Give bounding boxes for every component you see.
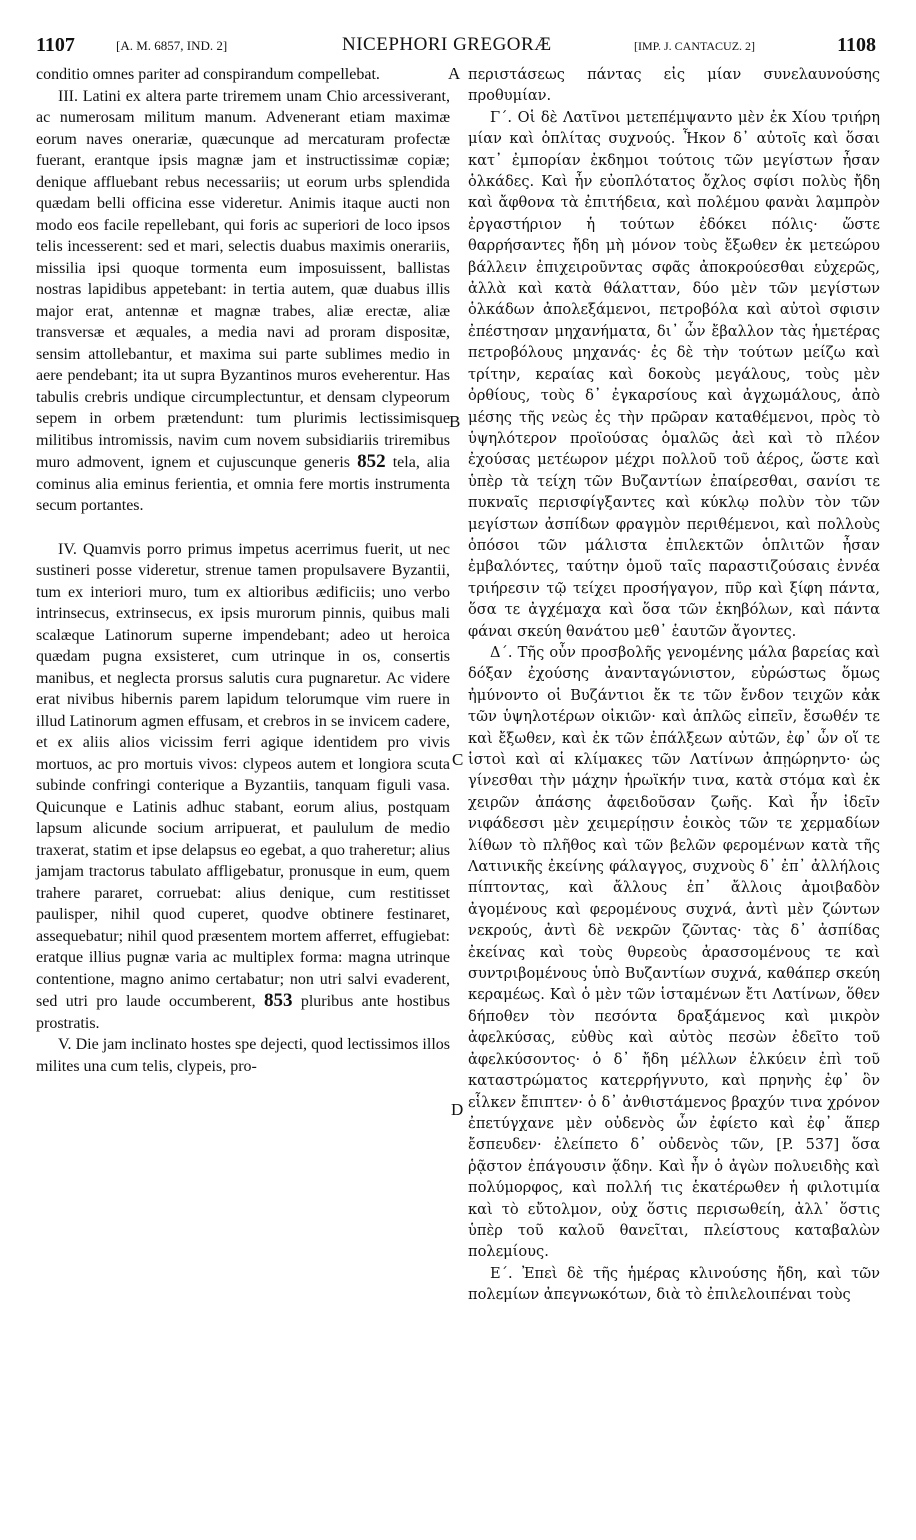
latin-paragraph-continuation: conditio omnes pariter ad conspirandum compellebat. [36,66,380,83]
greek-paragraph-3: Γ΄. Οἱ δὲ Λατῖνοι μετεπέμψαντο μὲν ἐκ Χίου τριήρη μίαν καὶ ὁπλίτας συχνούς. Ἧκον δ᾿ αὐτοῖς καὶ ὅσαι κατ᾿ ἐμπορίαν ἐκδημοι τούτοις τῶν μεγίστων ἦσαν ὁλκάδες. Καὶ ἦν εὐοπλότατος ὄχλος σφίσι πολὺς ἤδη καὶ ἄφθονα τὰ ἐπιτήδεια, καὶ πολέμου φανὰι λαμπρὸν ἐργαστήριον ἡ τούτων ἐδόκει πόλις· ὥστε θαρρήσαντες ἤδη μὴ μόνον τοὺς ἔξωθεν ἐκ μετεώρου βάλλειν ἐπιχειροῦντας σφᾶς ἀποκρούεσθαι εὐχερῶς, ἀλλὰ καὶ κατὰ θάλατταν, δύο μὲν τῶν μεγίστων ὁλκάδων ἀπολεξάμενοι, πετροβόλα καὶ αὐτοὶ σφισιν ἐπέστησαν μηχανήματα, δι᾿ ὧν ἔβαλλον τὰς ἡμετέρας πετροβόλους μηχανάς· ἐς δὲ τὴν τούτων μείζω καὶ τρίτην, κεραίας καὶ δοκοὺς μεγάλους, τοὺς μὲν ὀρθίους, τοὺς δ᾿ ἐγκαρσίους καὶ ἀγχωμάλους, ἀπὸ μέσης τῆς νεὼς ἐς τὴν πρῶραν καταθέμενοι, πρὸς τὸ ὑψηλότερον προϊούσας ὁμαλῶς ἀεὶ καὶ τὸ πλέον ἐχούσας μετέωρον μέχρι πολλοῦ τοῦ ἀέρος, ὥστε καὶ ὑπὲρ τὰ τείχη τῶν Βυζαντίων ἐπαίρεσθαι, σανίσι τε πυκναῖς περισφίγξαντες καὶ κύκλῳ πολὺν τὸν τῶν μεγίστων ἀσπίδων φραγμὸν περιθέμενοι, καὶ πολλοὺς ὁπόσοι τῶν μάλιστα ἐπιλεκτῶν ὁπλιτῶν ἦσαν ἐμβαλόντες, ταύτην ὁμοῦ ταῖς παραστιζούσαις ἐννέα τριήρεσιν τῷ τείχει προσήγαγον, πῦρ καὶ ξίφη πάντα, ὅσα τε ἀγχέμαχα καὶ ὅσα τῶν ἐκηβόλων, καὶ πάντα φάναι σκεύη θανάτου μεθ᾿ ἑαυτῶν ἄγοντες. [468,108,880,640]
latin-paragraph-5: V. Die jam inclinato hostes spe dejecti, quod lectissimos illos milites una cum telis, clypeis, pro- [36,1036,450,1075]
latin-paragraph-3 [36,86,450,517]
section-gap [36,517,450,539]
greek-column [468,64,880,1306]
latin-column [36,64,450,1077]
right-reign-note: [IMP. J. CANTACUZ. 2] [634,39,756,53]
greek-paragraph-continuation: περιστάσεως πάντας εἰς μίαν συνελαυνούσης προθυμίαν. [468,66,880,105]
left-column-number: 1107 [36,34,75,56]
margin-letter-d: D [451,1100,464,1119]
latin-paragraph-4 [36,539,450,1035]
latin-paragraph-4-text: IV. Quamvis porro primus impetus acerrimus fuerit, ut nec sustineri posse videretur, strenue tamen propulsavere Byzantii, tum ex interiori muro, tum ex altioribus ædificiis; uno verbo intrinsecus, extrinsecus, ex ipsis murorum pinnis, quibus mali scalæque Latinorum superne impendebant; adeo ut heroica quædam pugna exsisteret, cum utrinque in os, consertis manibus, et neglecta prorsus salutis cura pugnaretur. Ac videre erat nivibus hibernis parem lapidum telorumque vim ruere in illud Latinorum agmen effusam, et crebros in se invicem cadere, et ex aliis alios vicissim ferri agique identidem pro vivis mortuos, ac pro mortuis vivos: clypeos autem et longiora scuta subinde confringi conterique a Byzantiis, tanquam figuli vasa. Quicunque e Latinis adhuc stabant, eorum alius, postquam lapsum alicunde socium arripuerat, et paululum de medio traxerat, statim et ipse delapsus eo egebat, a quo traheretur; alius jamjam tractorus tabulato affligebatur, pronusque in eum, quem trahere pararet, corruebat: alius denique, cum restitisset paulisper, nihil quod cuperet, quodve obtinere festinaret, assequebatur; nihil quod præsentem mortem afferret, effugiebat: eratque illius pugnæ varia ac multiplex forma: magna utrinque contentione, magno animo certabatur; non utri salvi evaderent, sed utri pro laude occumberent, [36,540,450,1010]
right-column-number: 1108 [837,34,876,56]
left-date-note: [A. M. 6857, IND. 2] [116,38,228,53]
print-page-number: 852 [357,451,386,472]
running-header [36,30,876,62]
latin-paragraph-3-text: III. Latini ex altera parte triremem unam Chio arcessiverant, ac numerosam militum manum. Advenerant etiam maximæ eorum naves onerariæ, quæcunque ad mercaturam profectæ fuerant, erantque ipsis magnæ jam et instructissimæ copiæ; denique affluebant rebus necessariis; ut eorum urbs splendida quædam belli officina esse videretur. Animis itaque aucti non modo eos facile repellebant, qui foris ac superiori de loco ipsos telis incesserent: sed et mari, selectis duabus maximis onerariis, missilia ipsi quoque tormenta eum imposuissent, ballistas nostras lapidibus appetebant: in tertia autem, quæ duabus illis major erat, antennæ et magnæ trabes, aliæ erectæ, aliæ transversæ et æquales, a media navi ad proram dispositæ, sensim attollebantur, et maxima sui parte sublimes medio in aere pendebant; ita ut supra Byzantinos muros eveherentur. Has tabulis crebris undique circumplectuntur, et densam clypeorum sepem in orbem prætendunt: tum plurimis lectissimisque militibus intromissis, navim cum novem subsidiariis triremibus muro admovent, ignem et cujuscunque generis [36,87,450,471]
margin-letter-c: C [452,750,464,769]
latin-paragraph-4-end: pluribus ante hostibus prostratis. [36,993,451,1032]
print-page-number: 853 [263,990,293,1011]
page-title: NICEPHORI GREGORÆ [342,34,552,55]
margin-letter-a: A [448,64,461,83]
latin-paragraph-3-end: tela, alia cominus alia eminus ferientia, et omnia fere mortis instrumenta secum portantes. [36,454,451,514]
greek-paragraph-5: Ε΄. Ἐπεὶ δὲ τῆς ἡμέρας κλινούσης ἤδη, καὶ τῶν πολεμίων ἀπεγνωκότων, διὰ τὸ ἐπιλελοιπέναι τοὺς [468,1264,880,1304]
greek-paragraph-4: Δ΄. Τῆς οὖν προσβολῆς γενομένης μάλα βαρείας καὶ δόξαν ἐχούσης ἀνανταγώνιστον, εὐρώστως ὅμως ἠμύνοντο οἱ Βυζάντιοι ἔκ τε τῶν ἔνδον τειχῶν κἀκ τῶν ὑψηλοτέρων οἰκιῶν· καὶ ἁπλῶς εἰπεῖν, ἔσωθέν τε καὶ ἔξωθεν, καὶ ἐκ τῶν ἐπάλξεων αὐτῶν, ἐφ᾿ ὧν οἵ τε ἱστοὶ καὶ αἱ κλίμακες τῶν Λατίνων ἀπῃώρηντο· ὡς γίνεσθαι τὴν μάχην ἡρωϊκήν τινα, κατὰ στόμα καὶ ἐκ χειρῶν ἁπάσης ἀφειδοῦσαν ζωῆς. Καὶ ἦν ἰδεῖν νιφάδεσσι μὲν χειμερίῃσιν ἐοικὸς τῶν τε χερμαδίων λίθων τὸ πλῆθος καὶ τῶν βελῶν φερομένων κατὰ τῆς Λατινικῆς ἐκείνης φάλαγγος, συχνοὺς δ᾿ ἐπ᾿ ἀλλήλοις πίπτοντας, καὶ ἄλλους ἐπ᾿ ἄλλοις ἀμοιβαδὸν ἀγομένους καὶ φερομένους συχνά, ἀντὶ μὲν ζώντων νεκρούς, ἀντὶ δὲ νεκρῶν ζῶντας· τὰς δ᾿ ἀσπίδας ἐκείνας καὶ τοὺς θυρεοὺς ἀρασσομένους τε καὶ συντριβομένους ὑπὸ Βυζαντίων συχνά, καθάπερ σκεύη κεραμέως. Καὶ ὁ μὲν τῶν ἱσταμένων ἔτι Λατίνων, ὅθεν δήποθεν τὸν πεσόντα δραξάμενος καὶ μικρὸν ἀφελκύσας, εὐθὺς καὶ αὐτὸς πεσὼν ἐδεῖτο τοῦ ἀφελκύσοντος· ὁ δ᾿ ἤδη μέλλων ἑλκύειν ἐπὶ τοῦ καταστρώματος κατερρήγνυτο, καὶ πρηνὴς ἐφ᾿ ὃν εἷλκεν ἔπιπτεν· ὁ δ᾿ ἀνθιστάμενος βραχύν τινα χρόνον ἐπετύγχανε μὲν οὐδενὸς ὧν ἐφίετο καὶ ἐφ᾿ ἅπερ ἔσπευδεν· ἐλείπετο δ᾿ οὐδενὸς τῶν, [P. 537] ὅσα ῥᾷστον ἐπάγουσιν ᾅδην. Καὶ ἦν ὁ ἀγὼν πολυειδὴς καὶ πολύμορφος, καὶ πολλή τις ἑκατέρωθεν ἡ φιλοτιμία καὶ τὸ εὔτολμον, οὐχ ὅστις περισωθείη, ἀλλ᾿ ὅστις ὑπὲρ τοῦ καλοῦ θανεῖται, πλείστους καταβαλὼν πολεμίους. [468,643,880,1261]
margin-letter-b: B [449,412,461,431]
